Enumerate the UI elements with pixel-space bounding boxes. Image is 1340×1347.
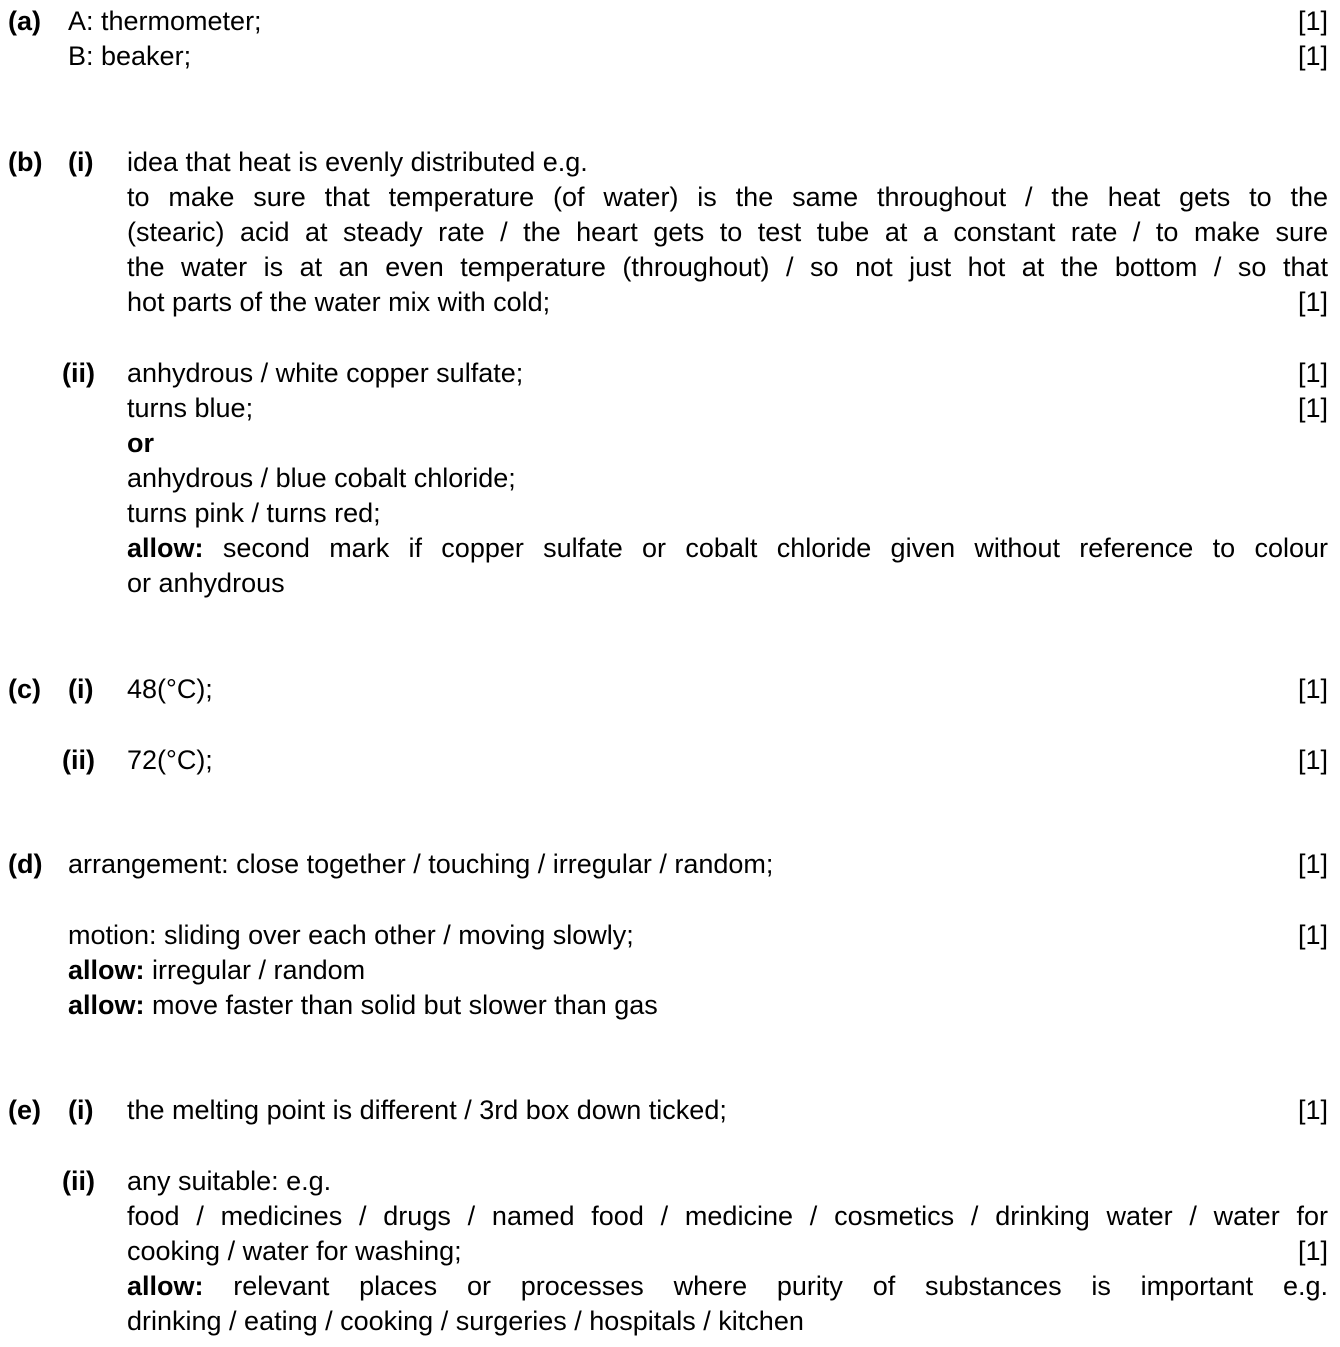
mark-b-ii-2: [1]: [1297, 393, 1328, 423]
part-a-answer-a: A: thermometer;: [68, 6, 262, 36]
part-b-i-line: the water is at an even temperature (throughout) / so not just hot at the bottom / so that: [127, 252, 1328, 282]
part-d-line: motion: sliding over each other / moving slowly;: [68, 920, 634, 950]
allow-text: move faster than solid but slower than gas: [144, 990, 658, 1020]
part-b-ii-line: turns pink / turns red;: [127, 498, 381, 528]
part-e-label: (e): [8, 1095, 41, 1125]
part-c-ii-label: (ii): [62, 745, 95, 775]
allow-text: irregular / random: [144, 955, 366, 985]
part-e-ii-line: cooking / water for washing;: [127, 1236, 462, 1266]
part-e-ii-allow: [127, 1269, 1328, 1304]
part-b-i-line: idea that heat is evenly distributed e.g.: [127, 147, 588, 177]
part-c-label: (c): [8, 674, 41, 704]
part-c-i-answer: 48(°C);: [127, 674, 213, 704]
part-e-ii-allow-cont: drinking / eating / cooking / surgeries / hospitals / kitchen: [127, 1306, 804, 1336]
part-a-answer-b: B: beaker;: [68, 41, 192, 71]
part-e-ii-line: any suitable: e.g.: [127, 1166, 332, 1196]
allow-label: allow:: [127, 1271, 204, 1301]
allow-text: relevant places or processes where purity of substances is important e.g.: [203, 1271, 1328, 1301]
part-a-label: (a): [8, 6, 41, 36]
mark-c-ii: [1]: [1297, 745, 1328, 775]
mark-d-2: [1]: [1297, 920, 1328, 950]
part-b-i-line: to make sure that temperature (of water) is the same throughout / the heat gets to the: [127, 182, 1328, 212]
mark-c-i: [1]: [1297, 674, 1328, 704]
allow-label: allow:: [68, 990, 145, 1020]
part-c-i-label: (i): [68, 674, 94, 704]
part-b-ii-line: turns blue;: [127, 393, 254, 423]
part-b-ii-allow-cont: or anhydrous: [127, 568, 285, 598]
allow-text: second mark if copper sulfate or cobalt chloride given without reference to colour: [203, 533, 1328, 563]
mark-d-1: [1]: [1297, 849, 1328, 879]
part-b-ii-line: anhydrous / white copper sulfate;: [127, 358, 524, 388]
part-c-ii-answer: 72(°C);: [127, 745, 213, 775]
part-b-ii-or: or: [127, 428, 154, 458]
allow-label: allow:: [127, 533, 204, 563]
mark-b-i: [1]: [1297, 287, 1328, 317]
allow-label: allow:: [68, 955, 145, 985]
part-b-i-label: (i): [68, 147, 94, 177]
part-b-i-line: hot parts of the water mix with cold;: [127, 287, 551, 317]
part-e-ii-line: food / medicines / drugs / named food / medicine / cosmetics / drinking water / water for: [127, 1201, 1328, 1231]
part-b-ii-label: (ii): [62, 358, 95, 388]
part-d-allow: [68, 988, 658, 1023]
part-b-ii-line: anhydrous / blue cobalt chloride;: [127, 463, 516, 493]
mark-b-ii-1: [1]: [1297, 358, 1328, 388]
mark-a-1: [1]: [1297, 6, 1328, 36]
mark-e-i: [1]: [1297, 1095, 1328, 1125]
part-b-i-line: (stearic) acid at steady rate / the heart gets to test tube at a constant rate / to make sure: [127, 217, 1328, 247]
part-b-ii-allow: [127, 531, 1328, 566]
mark-e-ii: [1]: [1297, 1236, 1328, 1266]
part-d-allow: [68, 953, 365, 988]
part-d-line: arrangement: close together / touching / irregular / random;: [68, 849, 774, 879]
part-b-label: (b): [8, 147, 43, 177]
mark-a-2: [1]: [1297, 41, 1328, 71]
part-e-ii-label: (ii): [62, 1166, 95, 1196]
part-d-label: (d): [8, 849, 43, 879]
part-e-i-answer: the melting point is different / 3rd box down ticked;: [127, 1095, 727, 1125]
part-e-i-label: (i): [68, 1095, 94, 1125]
